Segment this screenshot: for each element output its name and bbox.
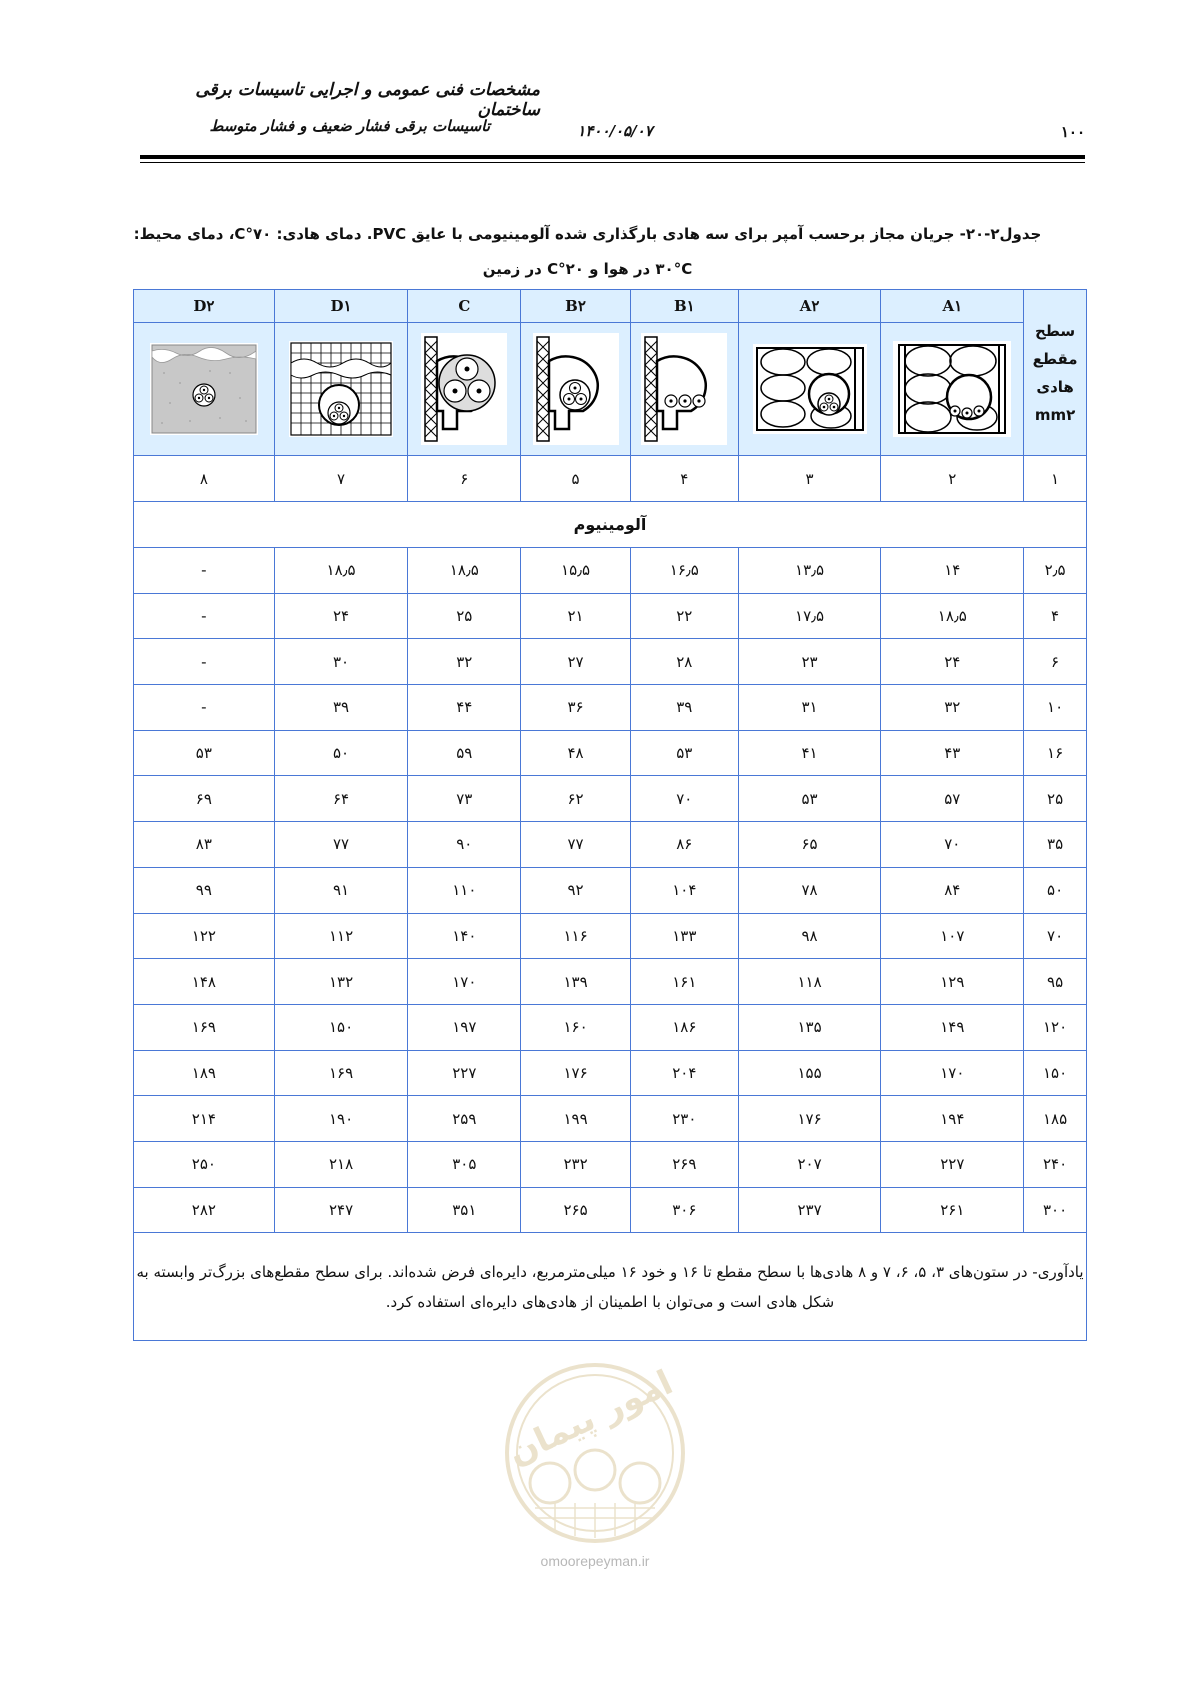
- ampacity-cell: ۲۷: [521, 639, 631, 685]
- column-header-a1: A۱: [881, 290, 1024, 323]
- ampacity-cell: ۱۸٫۵: [274, 548, 408, 594]
- ampacity-cell: ۱۳۲: [274, 959, 408, 1005]
- ampacity-cell: ۶۹: [134, 776, 275, 822]
- ampacity-cell: ۱۶۹: [274, 1050, 408, 1096]
- installation-b2-cell: [521, 323, 631, 456]
- ampacity-cell: ۷۳: [408, 776, 521, 822]
- ampacity-cell: -: [134, 685, 275, 731]
- table-row: [134, 548, 1087, 594]
- ampacity-cell: ۱۷۰: [881, 1050, 1024, 1096]
- ampacity-cell: ۲۱۴: [134, 1096, 275, 1142]
- table-row: [134, 867, 1087, 913]
- cross-section-cell: ۱۸۵: [1024, 1096, 1087, 1142]
- ampacity-cell: ۱۵٫۵: [521, 548, 631, 594]
- ampacity-cell: ۱۹۷: [408, 1004, 521, 1050]
- area-header-line: هادی: [1036, 377, 1074, 396]
- ampacity-cell: ۹۹: [134, 867, 275, 913]
- cross-section-cell: ۵۰: [1024, 867, 1087, 913]
- ampacity-cell: ۱۰۴: [630, 867, 738, 913]
- ampacity-cell: ۱۶٫۵: [630, 548, 738, 594]
- ampacity-cell: ۳۹: [630, 685, 738, 731]
- installation-c-icon: [421, 333, 507, 445]
- installation-a1-icon: [893, 341, 1011, 437]
- ampacity-cell: ۲۴: [274, 593, 408, 639]
- cross-section-cell: ۳۵: [1024, 822, 1087, 868]
- ampacity-cell: ۱۶۱: [630, 959, 738, 1005]
- section-header-aluminium: آلومینیوم: [134, 502, 1087, 548]
- ampacity-table: [133, 289, 1087, 1341]
- cross-section-cell: ۹۵: [1024, 959, 1087, 1005]
- cross-section-cell: ۷۰: [1024, 913, 1087, 959]
- ampacity-cell: ۱۸٫۵: [881, 593, 1024, 639]
- cross-section-cell: ۶: [1024, 639, 1087, 685]
- column-number: ۸: [134, 456, 275, 502]
- ampacity-cell: ۹۸: [738, 913, 881, 959]
- caption-line-2: ۳۰°C در هوا و ۲۰°C در زمین: [482, 260, 693, 278]
- column-header-d1: D۱: [274, 290, 408, 323]
- header-rule-thin: [140, 162, 1085, 163]
- ampacity-cell: ۲۸۲: [134, 1187, 275, 1233]
- ampacity-cell: ۱۶۰: [521, 1004, 631, 1050]
- ampacity-cell: ۲۳۷: [738, 1187, 881, 1233]
- ampacity-cell: ۲۶۹: [630, 1141, 738, 1187]
- ampacity-cell: ۳۰۶: [630, 1187, 738, 1233]
- ampacity-cell: ۲۲: [630, 593, 738, 639]
- table-caption: [130, 217, 1045, 287]
- ampacity-cell: ۳۰: [274, 639, 408, 685]
- ampacity-cell: ۷۷: [521, 822, 631, 868]
- ampacity-cell: ۲۵: [408, 593, 521, 639]
- ampacity-cell: ۱۹۴: [881, 1096, 1024, 1142]
- watermark-url: omoorepeyman.ir: [540, 1553, 650, 1569]
- watermark-logo-text: امور پیمان: [501, 1362, 679, 1474]
- ampacity-cell: ۱۴۰: [408, 913, 521, 959]
- ampacity-cell: ۳۶: [521, 685, 631, 731]
- ampacity-cell: ۵۷: [881, 776, 1024, 822]
- ampacity-cell: ۴۳: [881, 730, 1024, 776]
- ampacity-cell: ۱۷۶: [738, 1096, 881, 1142]
- ampacity-cell: ۱۷٫۵: [738, 593, 881, 639]
- area-column-header: [1024, 290, 1087, 456]
- ampacity-cell: ۶۴: [274, 776, 408, 822]
- column-header-b1: B۱: [630, 290, 738, 323]
- area-header-line: سطح: [1034, 321, 1076, 340]
- ampacity-cell: ۱۳۹: [521, 959, 631, 1005]
- table-row: [134, 1050, 1087, 1096]
- omoorepeyman-logo-icon: [495, 1358, 695, 1548]
- ampacity-cell: ۹۰: [408, 822, 521, 868]
- ampacity-cell: ۳۰۵: [408, 1141, 521, 1187]
- column-header-b2: B۲: [521, 290, 631, 323]
- installation-b2-icon: [533, 333, 619, 445]
- ampacity-cell: ۱۱۲: [274, 913, 408, 959]
- ampacity-cell: ۲۲۷: [881, 1141, 1024, 1187]
- table-row: [134, 959, 1087, 1005]
- cross-section-cell: ۴: [1024, 593, 1087, 639]
- ampacity-cell: ۲۳۲: [521, 1141, 631, 1187]
- ampacity-cell: ۹۲: [521, 867, 631, 913]
- ampacity-cell: ۲۰۷: [738, 1141, 881, 1187]
- ampacity-cell: ۳۱: [738, 685, 881, 731]
- ampacity-cell: ۴۴: [408, 685, 521, 731]
- caption-line-1: جدول۲-۲۰- جریان مجاز برحسب آمپر برای سه هادی بارگذاری شده آلومینیومی با عایق PVC. دمای هادی: ۷۰°C، دمای محیط:: [133, 225, 1042, 243]
- column-number: ۲: [881, 456, 1024, 502]
- area-header-line: mm۲: [1034, 405, 1076, 424]
- document-title: مشخصات فنی عمومی و اجرایی تاسیسات برقی ساختمان: [195, 80, 540, 120]
- installation-a1-cell: [881, 323, 1024, 456]
- ampacity-cell: ۵۳: [630, 730, 738, 776]
- ampacity-cell: ۲۴۷: [274, 1187, 408, 1233]
- table-row: [134, 639, 1087, 685]
- ampacity-cell: ۵۰: [274, 730, 408, 776]
- document-subtitle: تاسیسات برقی فشار ضعیف و فشار متوسط: [209, 117, 490, 135]
- ampacity-cell: ۹۱: [274, 867, 408, 913]
- ampacity-cell: ۵۳: [738, 776, 881, 822]
- installation-d1-icon: [289, 341, 393, 437]
- ampacity-cell: ۱۳٫۵: [738, 548, 881, 594]
- ampacity-cell: ۲۳۰: [630, 1096, 738, 1142]
- installation-c-cell: [408, 323, 521, 456]
- ampacity-cell: ۱۵۵: [738, 1050, 881, 1096]
- table-row: [134, 730, 1087, 776]
- table-body: [134, 548, 1087, 1233]
- ampacity-cell: ۱۴۸: [134, 959, 275, 1005]
- table-row: [134, 776, 1087, 822]
- column-number: ۴: [630, 456, 738, 502]
- cross-section-cell: ۱۰: [1024, 685, 1087, 731]
- ampacity-cell: ۳۲: [408, 639, 521, 685]
- ampacity-cell: ۱۹۰: [274, 1096, 408, 1142]
- column-header-a2: A۲: [738, 290, 881, 323]
- table-row: [134, 1004, 1087, 1050]
- ampacity-cell: ۱۳۳: [630, 913, 738, 959]
- ampacity-cell: ۱۴: [881, 548, 1024, 594]
- table-row: [134, 685, 1087, 731]
- ampacity-cell: ۵۳: [134, 730, 275, 776]
- ampacity-cell: ۱۱۰: [408, 867, 521, 913]
- ampacity-cell: ۴۸: [521, 730, 631, 776]
- ampacity-cell: ۲۳: [738, 639, 881, 685]
- ampacity-cell: ۱۱۸: [738, 959, 881, 1005]
- installation-d2-cell: [134, 323, 275, 456]
- ampacity-cell: ۲۶۱: [881, 1187, 1024, 1233]
- ampacity-cell: ۱۸۶: [630, 1004, 738, 1050]
- ampacity-cell: ۱۲۹: [881, 959, 1024, 1005]
- table-row: [134, 1187, 1087, 1233]
- ampacity-cell: ۲۵۰: [134, 1141, 275, 1187]
- cross-section-cell: ۱۵۰: [1024, 1050, 1087, 1096]
- column-number: ۷: [274, 456, 408, 502]
- ampacity-cell: ۷۷: [274, 822, 408, 868]
- table-row: [134, 593, 1087, 639]
- page-number: ۱۰۰: [1060, 123, 1085, 141]
- ampacity-cell: ۱۲۲: [134, 913, 275, 959]
- cross-section-cell: ۲۵: [1024, 776, 1087, 822]
- ampacity-cell: ۲۴: [881, 639, 1024, 685]
- ampacity-cell: ۷۰: [881, 822, 1024, 868]
- ampacity-cell: ۱۳۵: [738, 1004, 881, 1050]
- ampacity-cell: -: [134, 639, 275, 685]
- table-row: [134, 1096, 1087, 1142]
- table-row: [134, 913, 1087, 959]
- ampacity-cell: ۱۷۶: [521, 1050, 631, 1096]
- table-row: [134, 822, 1087, 868]
- cross-section-cell: ۲۴۰: [1024, 1141, 1087, 1187]
- installation-a2-icon: [753, 344, 867, 434]
- table-row: [134, 1141, 1087, 1187]
- column-number: ۳: [738, 456, 881, 502]
- column-header-c: C: [408, 290, 521, 323]
- ampacity-cell: ۷۸: [738, 867, 881, 913]
- ampacity-cell: ۱۱۶: [521, 913, 631, 959]
- ampacity-cell: ۲۱: [521, 593, 631, 639]
- ampacity-cell: ۵۹: [408, 730, 521, 776]
- cross-section-cell: ۲٫۵: [1024, 548, 1087, 594]
- ampacity-cell: ۳۲: [881, 685, 1024, 731]
- cross-section-cell: ۱۲۰: [1024, 1004, 1087, 1050]
- ampacity-cell: -: [134, 548, 275, 594]
- ampacity-cell: ۱۴۹: [881, 1004, 1024, 1050]
- ampacity-cell: ۱۵۰: [274, 1004, 408, 1050]
- ampacity-cell: ۳۹: [274, 685, 408, 731]
- table-note: یادآوری- در ستون‌های ۳، ۵، ۶، ۷ و ۸ هادی‌ها با سطح مقطع تا ۱۶ و خود ۱۶ میلی‌مترمربع، دایره‌ای فرض شده‌اند. برای سطح مقطع‌های بزرگ‌تر وابسته به شکل هادی است و می‌توان با اطمینان از هادی‌های دایره‌ای استفاده کرد.: [134, 1233, 1087, 1341]
- ampacity-cell: ۳۵۱: [408, 1187, 521, 1233]
- ampacity-cell: ۲۰۴: [630, 1050, 738, 1096]
- installation-b1-cell: [630, 323, 738, 456]
- area-header-line: مقطع: [1032, 349, 1078, 368]
- ampacity-cell: ۲۸: [630, 639, 738, 685]
- ampacity-cell: ۸۶: [630, 822, 738, 868]
- ampacity-cell: ۸۳: [134, 822, 275, 868]
- ampacity-cell: ۱۶۹: [134, 1004, 275, 1050]
- cross-section-cell: ۳۰۰: [1024, 1187, 1087, 1233]
- header-rule-thick: [140, 155, 1085, 159]
- ampacity-cell: ۴۱: [738, 730, 881, 776]
- installation-a2-cell: [738, 323, 881, 456]
- column-header-d2: D۲: [134, 290, 275, 323]
- cross-section-cell: ۱۶: [1024, 730, 1087, 776]
- column-number: ۶: [408, 456, 521, 502]
- ampacity-cell: ۷۰: [630, 776, 738, 822]
- installation-d2-icon: [150, 343, 258, 435]
- ampacity-cell: ۱۹۹: [521, 1096, 631, 1142]
- ampacity-cell: ۱۰۷: [881, 913, 1024, 959]
- ampacity-cell: -: [134, 593, 275, 639]
- installation-d1-cell: [274, 323, 408, 456]
- ampacity-cell: ۲۶۵: [521, 1187, 631, 1233]
- ampacity-cell: ۶۵: [738, 822, 881, 868]
- document-date: ۱۴۰۰/۰۵/۰۷: [577, 122, 653, 140]
- ampacity-cell: ۲۵۹: [408, 1096, 521, 1142]
- column-number: ۵: [521, 456, 631, 502]
- ampacity-cell: ۱۷۰: [408, 959, 521, 1005]
- column-number: ۱: [1024, 456, 1087, 502]
- ampacity-cell: ۱۸٫۵: [408, 548, 521, 594]
- ampacity-cell: ۲۲۷: [408, 1050, 521, 1096]
- ampacity-cell: ۸۴: [881, 867, 1024, 913]
- ampacity-cell: ۲۱۸: [274, 1141, 408, 1187]
- ampacity-cell: ۶۲: [521, 776, 631, 822]
- ampacity-cell: ۱۸۹: [134, 1050, 275, 1096]
- installation-b1-icon: [641, 333, 727, 445]
